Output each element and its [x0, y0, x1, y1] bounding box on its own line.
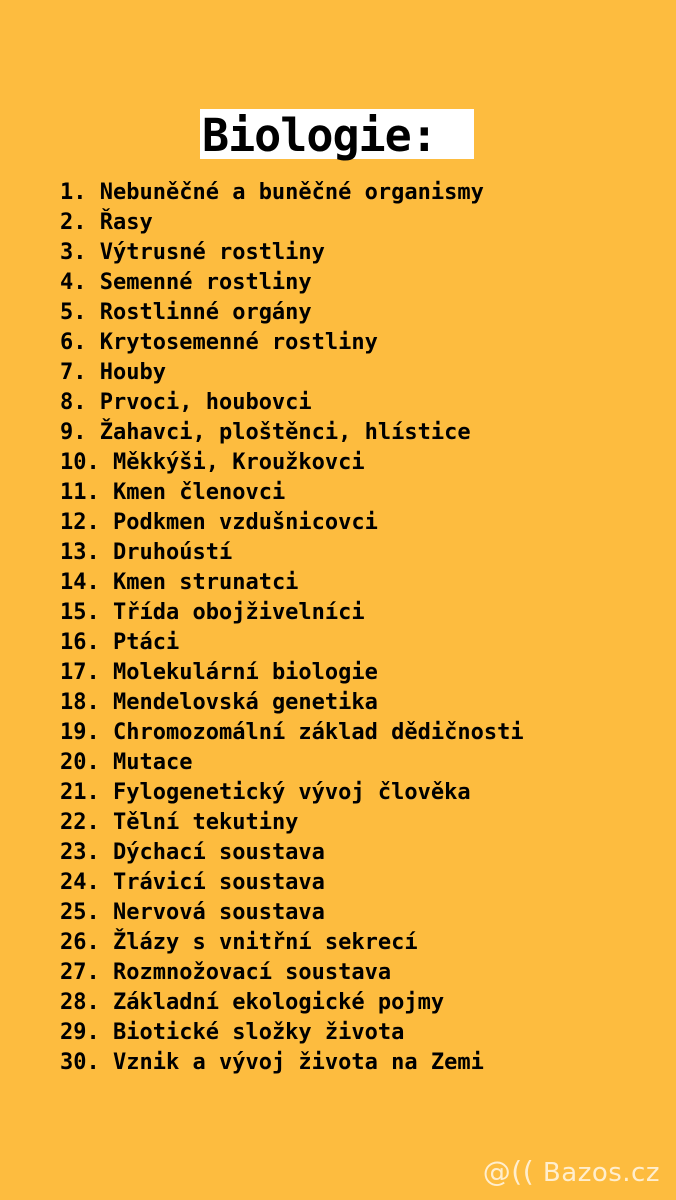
list-item — [60, 778, 524, 808]
topic-label: Fylogenetický vývoj člověka — [113, 780, 471, 805]
list-item — [60, 808, 524, 838]
list-item — [60, 628, 524, 658]
topic-label: Rostlinné orgány — [99, 300, 312, 325]
list-item — [60, 928, 524, 958]
topic-number: 18. — [60, 690, 100, 715]
topic-number: 28. — [60, 990, 100, 1015]
topic-label: Houby — [99, 360, 166, 385]
topic-label: Vznik a vývoj života na Zemi — [113, 1050, 484, 1075]
topic-label: Třída obojživelníci — [113, 600, 365, 625]
topic-number: 8. — [60, 390, 87, 415]
topic-number: 30. — [60, 1050, 100, 1075]
list-item — [60, 298, 524, 328]
topic-label: Základní ekologické pojmy — [113, 990, 445, 1015]
topic-number: 10. — [60, 450, 100, 475]
topic-label: Tělní tekutiny — [113, 810, 299, 835]
topic-number: 4. — [60, 270, 87, 295]
list-item — [60, 418, 524, 448]
list-item — [60, 1018, 524, 1048]
topic-label: Kmen členovci — [113, 480, 286, 505]
topic-label: Trávicí soustava — [113, 870, 325, 895]
topic-number: 26. — [60, 930, 100, 955]
list-item — [60, 238, 524, 268]
topic-label: Nervová soustava — [113, 900, 325, 925]
topic-label: Krytosemenné rostliny — [99, 330, 378, 355]
list-item — [60, 718, 524, 748]
topic-label: Měkkýši, Kroužkovci — [113, 450, 365, 475]
list-item — [60, 208, 524, 238]
topic-number: 6. — [60, 330, 87, 355]
topic-number: 13. — [60, 540, 100, 565]
topic-number: 14. — [60, 570, 100, 595]
topic-number: 3. — [60, 240, 87, 265]
topic-label: Nebuněčné a buněčné organismy — [99, 180, 484, 205]
topic-number: 24. — [60, 870, 100, 895]
topic-number: 27. — [60, 960, 100, 985]
topic-number: 21. — [60, 780, 100, 805]
list-item — [60, 328, 524, 358]
topic-label: Mutace — [113, 750, 193, 775]
topic-number: 25. — [60, 900, 100, 925]
watermark-text: Bazos.cz — [542, 1158, 660, 1188]
list-item — [60, 838, 524, 868]
topic-number: 15. — [60, 600, 100, 625]
topic-list — [60, 178, 524, 1078]
list-item — [60, 598, 524, 628]
topic-number: 9. — [60, 420, 87, 445]
topic-label: Semenné rostliny — [99, 270, 312, 295]
list-item — [60, 508, 524, 538]
topic-number: 29. — [60, 1020, 100, 1045]
topic-label: Biotické složky života — [113, 1020, 405, 1045]
topic-number: 7. — [60, 360, 87, 385]
topic-label: Řasy — [99, 210, 153, 235]
watermark — [465, 1125, 660, 1188]
topic-number: 23. — [60, 840, 100, 865]
topic-label: Molekulární biologie — [113, 660, 378, 685]
list-item — [60, 868, 524, 898]
list-item — [60, 688, 524, 718]
list-item — [60, 898, 524, 928]
topic-label: Rozmnožovací soustava — [113, 960, 392, 985]
topic-label: Ptáci — [113, 630, 180, 655]
topic-number: 16. — [60, 630, 100, 655]
list-item — [60, 568, 524, 598]
topic-number: 2. — [60, 210, 87, 235]
topic-number: 17. — [60, 660, 100, 685]
list-item — [60, 748, 524, 778]
topic-label: Chromozomální základ dědičnosti — [113, 720, 524, 745]
topic-label: Žlázy s vnitřní sekrecí — [113, 930, 418, 955]
list-item — [60, 178, 524, 208]
topic-label: Kmen strunatci — [113, 570, 299, 595]
list-item — [60, 478, 524, 508]
topic-number: 19. — [60, 720, 100, 745]
bazos-logo-icon: @(( — [482, 1155, 535, 1188]
topic-label: Výtrusné rostliny — [99, 240, 325, 265]
list-item — [60, 538, 524, 568]
list-item — [60, 268, 524, 298]
topic-number: 5. — [60, 300, 87, 325]
topic-number: 11. — [60, 480, 100, 505]
topic-label: Prvoci, houbovci — [99, 390, 312, 415]
topic-number: 20. — [60, 750, 100, 775]
topic-number: 22. — [60, 810, 100, 835]
topic-label: Druhoústí — [113, 540, 233, 565]
topic-label: Žahavci, ploštěnci, hlístice — [99, 420, 471, 445]
list-item — [60, 988, 524, 1018]
topic-label: Dýchací soustava — [113, 840, 325, 865]
topic-label: Mendelovská genetika — [113, 690, 378, 715]
list-item — [60, 388, 524, 418]
list-item — [60, 658, 524, 688]
topic-label: Podkmen vzdušnicovci — [113, 510, 378, 535]
topic-number: 1. — [60, 180, 87, 205]
list-item — [60, 958, 524, 988]
list-item — [60, 448, 524, 478]
page-title: Biologie: — [202, 109, 437, 162]
list-item — [60, 358, 524, 388]
list-item — [60, 1048, 524, 1078]
topic-number: 12. — [60, 510, 100, 535]
